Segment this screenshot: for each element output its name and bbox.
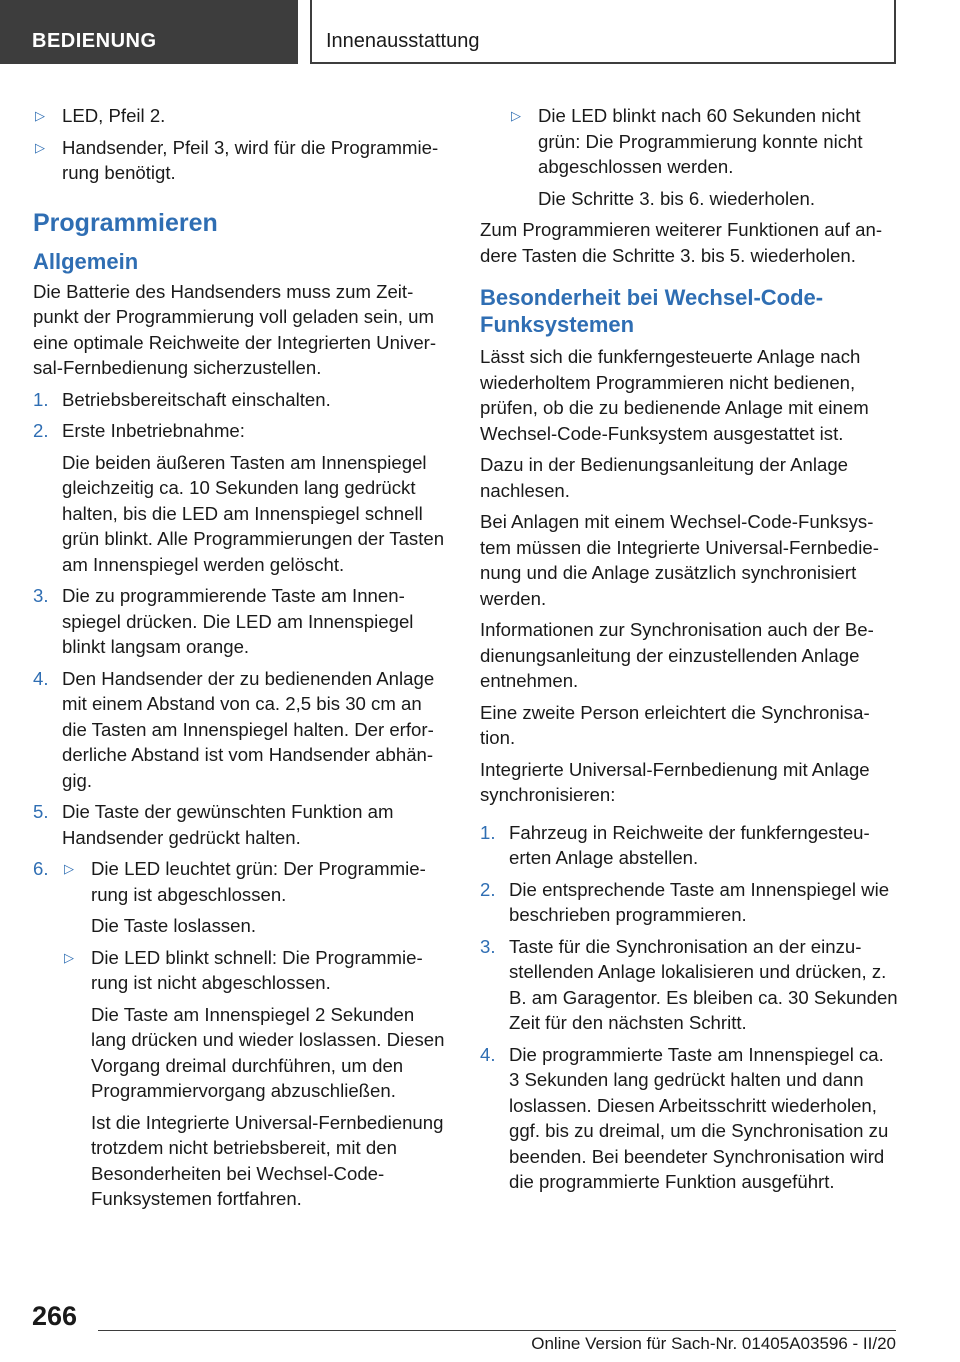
step-item: 1. Betriebsbereitschaft einschalten. xyxy=(33,388,331,410)
subsection-heading: Allgemein xyxy=(33,248,139,274)
step-detail: Die Taste loslassen. xyxy=(91,915,257,936)
paragraph: Lässt sich die funkferngesteuerte Anlage nach wiederholtem Programmieren nicht bedienen, prüfen, ob die zu bedienende Anlage mit einem Wechsel-Code-Funksystem ausgestattet ist. xyxy=(480,346,869,444)
list-item: ▷ Handsender, Pfeil 3, wird für die Programmierung benötigt. xyxy=(35,136,439,183)
step-item: 3. Die zu programmierende Taste am Innenspiegel drücken. Die LED am Innenspiegel blinkt langsam orange. xyxy=(33,585,414,657)
list-item: ▷ Die LED blinkt nach 60 Sekunden nicht grün: Die Programmierung konnte nicht abgeschlossen werden. Die Schritte 3. bis 6. wiederholen. xyxy=(509,103,898,211)
page-header xyxy=(0,0,960,66)
triangle-bullet-icon: ▷ xyxy=(35,108,45,123)
step-item: 1. Fahrzeug in Reichweite der funkferngesteuerten Anlage abstellen. xyxy=(480,821,870,868)
list-item: ▷ LED, Pfeil 2. xyxy=(33,103,449,129)
footer-version: Online Version für Sach-Nr. 01405A03596 - II/20 xyxy=(531,1334,896,1353)
right-column xyxy=(480,103,898,1201)
left-column xyxy=(33,103,449,1218)
triangle-bullet-icon: ▷ xyxy=(35,139,45,155)
subsection-heading: Besonderheit bei Wechsel-Code-Funksystemen xyxy=(480,285,824,337)
paragraph: Die Batterie des Handsenders muss zum Zeitpunkt der Programmierung voll geladen sein, um eine optimale Reichweite der Integrierten Universal-Fernbedienung sicherzustellen. xyxy=(33,280,437,378)
triangle-bullet-icon: ▷ xyxy=(64,861,74,876)
triangle-bullet-icon: ▷ xyxy=(511,108,521,123)
topic-tab xyxy=(310,0,896,64)
section-label: BEDIENUNG xyxy=(32,30,157,52)
step-detail: Die Taste am Innenspiegel 2 Sekunden lang drücken und wieder loslassen. Diesen Vorgang dreimal durchführen, um den Programmiervorgang abzuschließen. xyxy=(91,1003,445,1101)
step-item: 4. Die programmierte Taste am Innenspiegel ca. 3 Sekunden lang gedrückt halten und dann loslassen. Diesen Arbeitsschritt wiederholen, ggf. bis zu dreimal, um die Synchronisation zu beenden. Bei beendeter Synchronisation wird die programmierte Funktion ausgeführt. xyxy=(480,1043,889,1192)
step-detail: Die Schritte 3. bis 6. wiederholen. xyxy=(538,187,815,209)
footer-divider xyxy=(98,1330,896,1331)
step-item: 2. Die entsprechende Taste am Innenspiegel wie beschrieben programmieren. xyxy=(480,878,890,925)
step-item: 3. Taste für die Synchronisation an der einzustellenden Anlage lokalisieren und drücken, z. B. am Garagentor. Es bleiben ca. 30 Sekunden Zeit für den nächsten Schritt. xyxy=(480,935,898,1033)
paragraph: Dazu in der Bedienungsanleitung der Anlage nachlesen. xyxy=(480,454,849,501)
list-item: ▷ Die LED leuchtet grün: Der Programmierung ist abgeschlossen. Die Taste loslassen. xyxy=(62,856,449,939)
step-item: 4. Den Handsender der zu bedienenden Anlage mit einem Abstand von ca. 2,5 bis 30 cm an die Tasten am Innenspiegel halten. Der erforderliche Abstand ist vom Handsender abhängig. xyxy=(33,667,435,791)
section-tab xyxy=(0,0,298,64)
list-item: ▷ Die LED blinkt schnell: Die Programmierung ist nicht abgeschlossen. Die Taste am Innenspiegel 2 Sekunden lang drücken und wieder loslassen. Diesen Vorgang dreimal durchführen, um den Programmiervorgang abzuschließen. Ist die Integrierte Universal-Fernbedienung trotzdem nicht betriebsbereit, mit den Besonderheiten bei Wechsel-Code-Funksystemen fortfahren. xyxy=(62,945,449,1212)
step-detail: Die beiden äußeren Tasten am Innenspiegel gleichzeitig ca. 10 Sekunden lang gedrückt halten, bis die LED am Innenspiegel schnell grün blinkt. Alle Programmierungen der Tasten am Innenspiegel werden gelöscht. xyxy=(62,451,445,575)
step-item: 2. Erste Inbetriebnahme: Die beiden äußeren Tasten am Innenspiegel gleichzeitig ca. 10 Sekunden lang gedrückt halten, bis die LED am Innenspiegel schnell grün blinkt. Alle Programmierungen der Tasten am Innenspiegel werden gelöscht. xyxy=(33,418,449,577)
paragraph: Informationen zur Synchronisation auch der Bedienungsanleitung der einzustellenden Anlage entnehmen. xyxy=(480,619,874,691)
paragraph: Integrierte Universal-Fernbedienung mit Anlage synchronisieren: xyxy=(480,758,870,805)
step-item: 5. Die Taste der gewünschten Funktion am Handsender gedrückt halten. xyxy=(33,801,394,848)
page-number: 266 xyxy=(32,1301,78,1331)
paragraph: Bei Anlagen mit einem Wechsel-Code-Funksystem müssen die Integrierte Universal-Fernbedienung und die Anlage zusätzlich synchronisiert werden. xyxy=(480,511,879,609)
paragraph: Zum Programmieren weiterer Funktionen auf andere Tasten die Schritte 3. bis 5. wiederholen. xyxy=(480,219,883,266)
topic-label: Innenausstattung xyxy=(326,30,480,52)
step-item: 6. ▷ Die LED leuchtet grün: Der Programmierung ist abgeschlossen. Die Taste loslassen. ▷ Die LED blinkt schnell: Die Programmierung ist nicht abgeschlossen. Die Taste am Innenspiegel 2 Sekunden lang drücken und wieder loslassen. Diesen Vorgang dreimal durchführen, um den Programmiervorgang abzuschließen. Ist die Integrierte Universal-Fernbedienung trotzdem nicht betriebsbereit, mit den Besonderheiten bei Wechsel-Code-Funksystemen fortfahren. xyxy=(33,856,449,1212)
paragraph: Eine zweite Person erleichtert die Synchronisation. xyxy=(480,701,870,748)
triangle-bullet-icon: ▷ xyxy=(64,949,74,965)
section-heading: Programmieren xyxy=(33,208,218,237)
step-detail: Ist die Integrierte Universal-Fernbedienung trotzdem nicht betriebsbereit, mit den Besonderheiten bei Wechsel-Code-Funksystemen fortfahren. xyxy=(91,1111,444,1209)
